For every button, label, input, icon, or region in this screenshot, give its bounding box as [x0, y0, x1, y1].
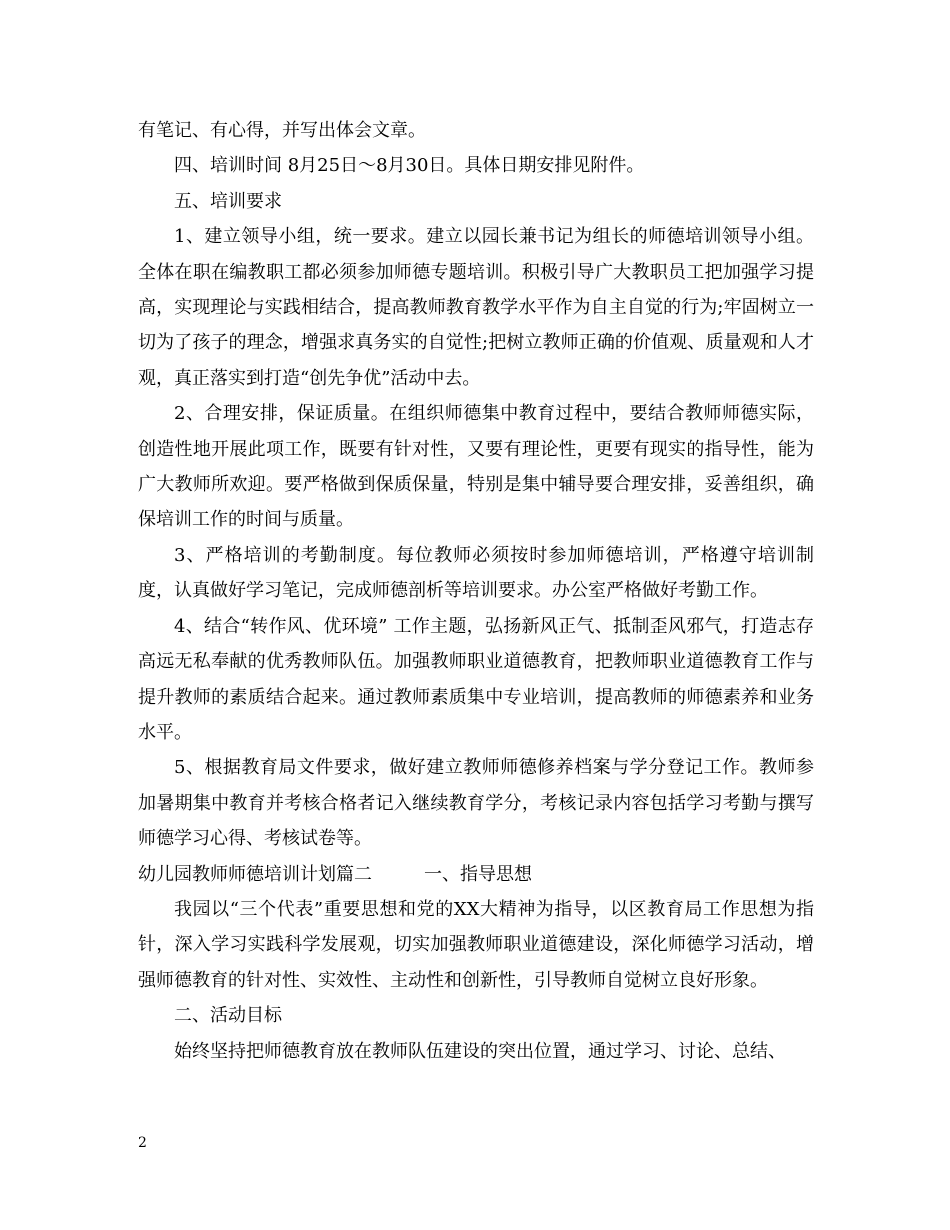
- page-number: 2: [138, 1135, 147, 1151]
- paragraph-requirement-2: 2、合理安排，保证质量。在组织师德集中教育过程中，要结合教师师德实际，创造性地开展此项工作，既要有针对性，又要有理论性，更要有现实的指导性，能为广大教师所欢迎。要严格做到保质保量，特别是集中辅导要合理安排，妥善组织，确保培训工作的时间与质量。: [138, 403, 814, 531]
- paragraph-activity-goals: 始终坚持把师德教育放在教师队伍建设的突出位置，通过学习、讨论、总结、: [174, 1040, 786, 1062]
- paragraph-continuation: 有笔记、有心得，并写出体会文章。: [138, 120, 426, 141]
- paragraph-requirement-5: 5、根据教育局文件要求，做好建立教师师德修养档案与学分登记工作。教师参加暑期集中教育并考核合格者记入继续教育学分，考核记录内容包括学习考勤与撰写师德学习心得、考核试卷等。: [138, 757, 814, 850]
- heading-training-requirements: 五、培训要求: [174, 190, 282, 212]
- paragraph-training-time: 四、培训时间 8月25日～8月30日。具体日期安排见附件。: [174, 155, 645, 177]
- heading-activity-goals: 二、活动目标: [174, 1005, 282, 1027]
- heading-guiding-thought: 一、指导思想: [424, 863, 532, 885]
- paragraph-requirement-3: 3、严格培训的考勤制度。每位教师必须按时参加师德培训，严格遵守培训制度，认真做好学习笔记，完成师德剖析等培训要求。办公室严格做好考勤工作。: [138, 544, 814, 602]
- document-body: [138, 113, 814, 1069]
- section-title: 幼儿园教师师德培训计划篇二: [138, 863, 372, 885]
- paragraph-guiding-thought: 我园以“三个代表”重要思想和党的XX大精神为指导，以区教育局工作思想为指针，深入学习实践科学发展观，切实加强教师职业道德建设，深化师德学习活动，增强师德教育的针对性、实效性、主动性和创新性，引导教师自觉树立良好形象。: [138, 898, 814, 991]
- paragraph-requirement-1: 1、建立领导小组，统一要求。建立以园长兼书记为组长的师德培训领导小组。全体在职在编教职工都必须参加师德专题培训。积极引导广大教职员工把加强学习提高，实现理论与实践相结合，提高教师教育教学水平作为自主自觉的行为;牢固树立一切为了孩子的理念，增强求真务实的自觉性;把树立教师正确的价值观、质量观和人才观，真正落实到打造“创先争优”活动中去。: [138, 226, 814, 389]
- section-heading-line: [138, 857, 814, 892]
- paragraph-requirement-4: 4、结合“转作风、优环境” 工作主题，弘扬新风正气、抵制歪风邪气，打造志存高远无私奉献的优秀教师队伍。加强教师职业道德教育，把教师职业道德教育工作与提升教师的素质结合起来。通过教师素质集中专业培训，提高教师的师德素养和业务水平。: [138, 615, 814, 743]
